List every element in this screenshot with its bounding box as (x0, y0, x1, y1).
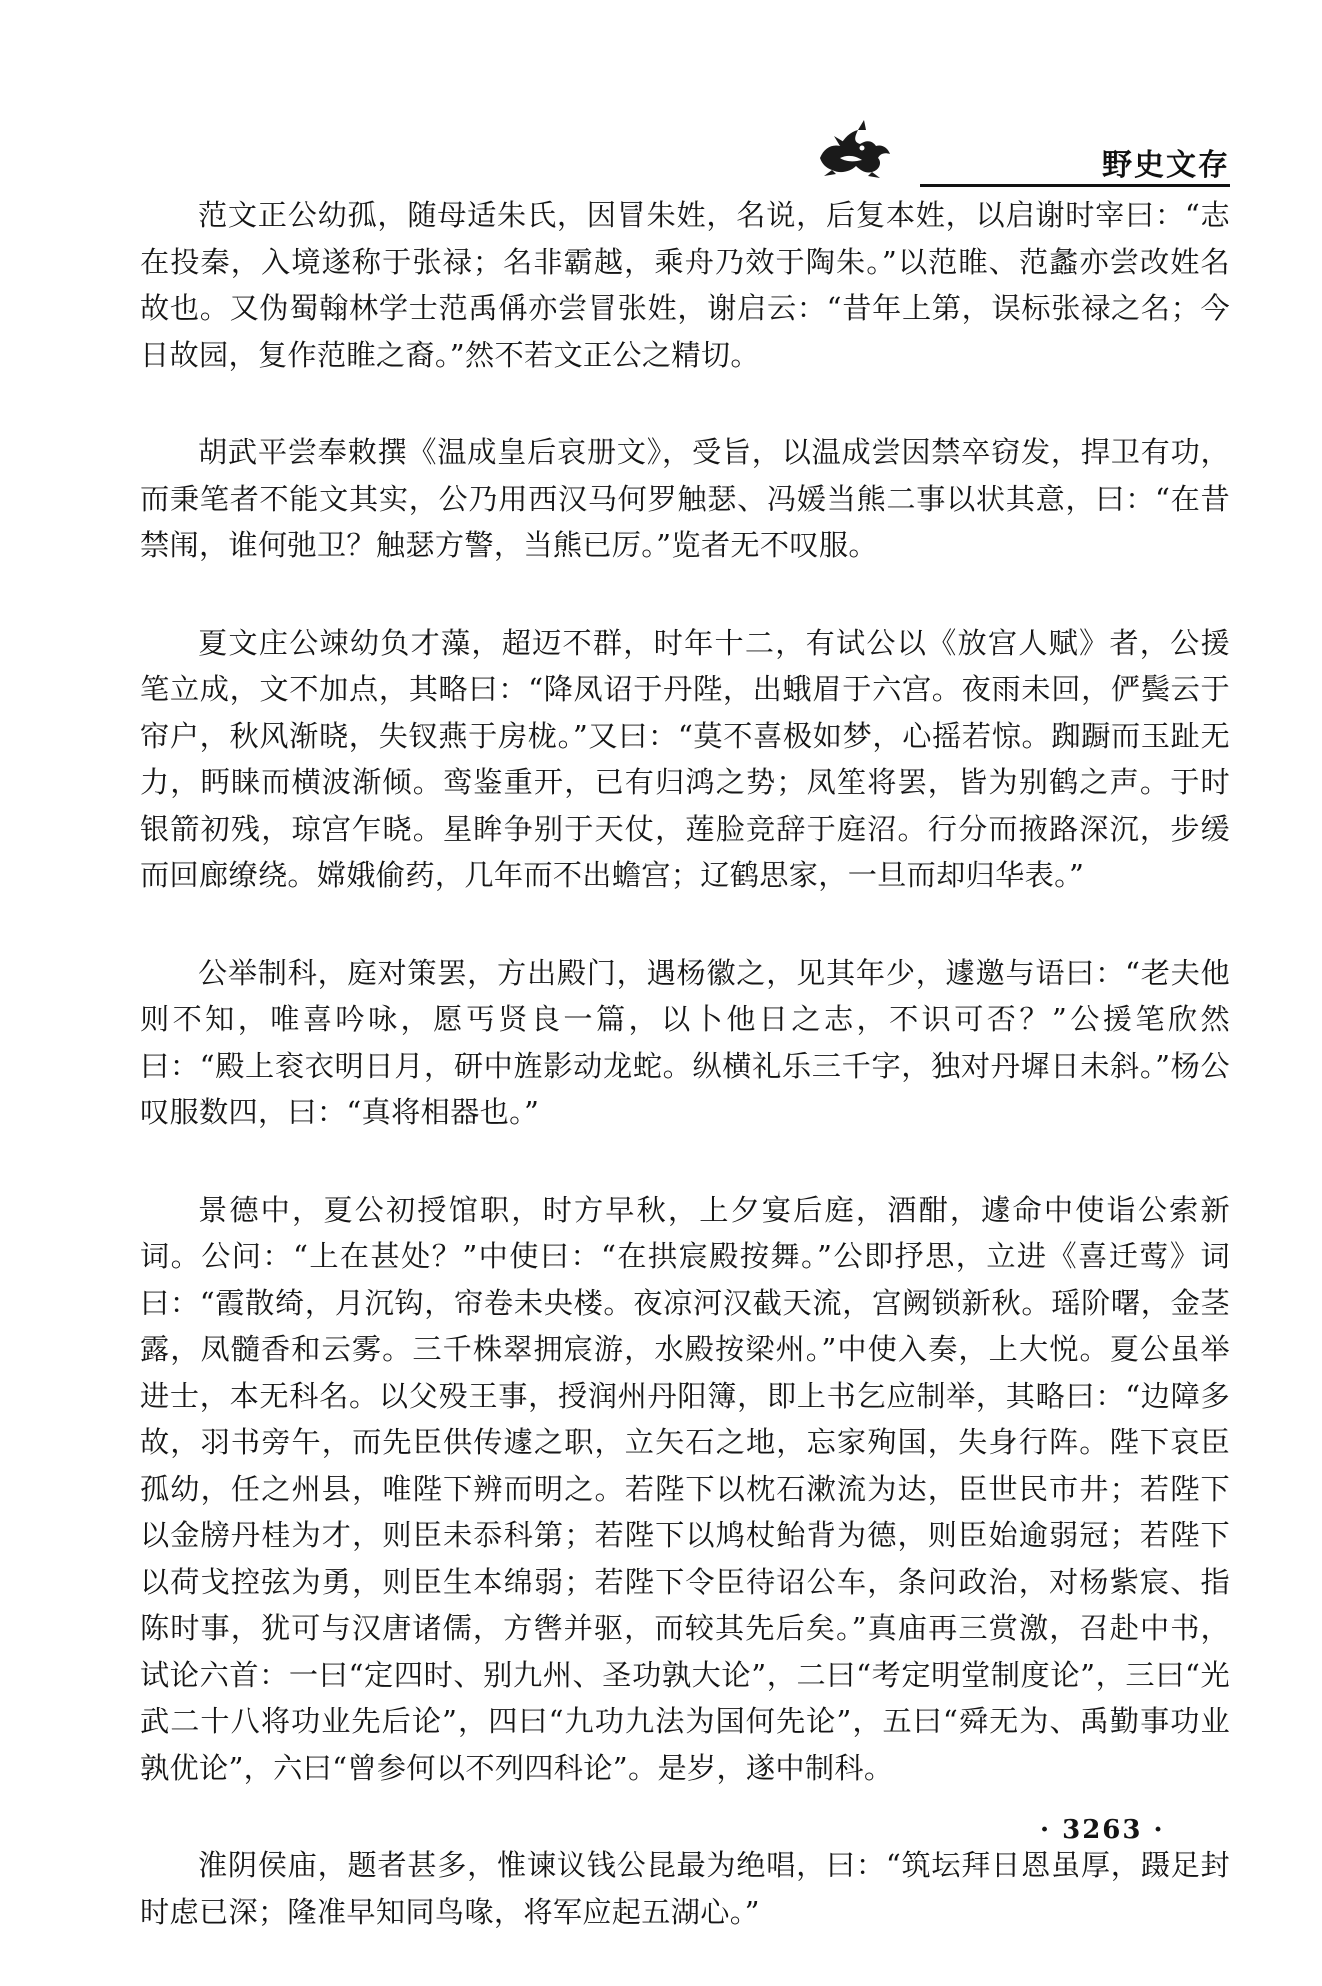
header-rule (920, 184, 1230, 187)
paragraph-jingde: 景德中，夏公初授馆职，时方早秋，上夕宴后庭，酒酣，遽命中使诣公索新词。公问：“上在甚处？”中使曰：“在拱宸殿按舞。”公即抒思，立进《喜迁莺》词曰：“霞散绮，月沉钩，帘卷未央楼。夜凉河汉截天流，宫阙锁新秋。瑶阶曙，金茎露，凤髓香和云雾。三千株翠拥宸游，水殿按梁州。”中使入奏，上大悦。夏公虽举进士，本无科名。以父殁王事，授润州丹阳簿，即上书乞应制举，其略曰：“边障多故，羽书旁午，而先臣供传遽之职，立矢石之地，忘家殉国，失身行阵。陛下哀臣孤幼，任之州县，唯陛下辨而明之。若陛下以枕石漱流为达，臣世民市井；若陛下以金牓丹桂为才，则臣未忝科第；若陛下以鸠杖鲐背为德，则臣始逾弱冠；若陛下以荷戈控弦为勇，则臣生本绵弱；若陛下令臣待诏公车，条问政治，对杨紫宸、指陈时事，犹可与汉唐诸儒，方辔并驱，而较其先后矣。”真庙再三赏激，召赴中书，试论六首：一曰“定四时、别九州、圣功孰大论”，二曰“考定明堂制度论”，三曰“光武二十八将功业先后论”，四曰“九功九法为国何先论”，五曰“舜无为、禹勤事功业孰优论”，六曰“曾参何以不列四科论”。是岁，遂中制科。 (140, 1192, 1230, 1785)
running-header (810, 118, 1230, 188)
paragraph-xia-wenzhuang: 夏文庄公竦幼负才藻，超迈不群，时年十二，有试公以《放宫人赋》者，公援笔立成，文不加点，其略曰：“降凤诏于丹陛，出蛾眉于六宫。夜雨未回，俨鬓云于帘户，秋风渐晓，失钗燕于房栊。”又曰：“莫不喜极如梦，心摇若惊。踟蹰而玉趾无力，眄睐而横波渐倾。鸾鉴重开，已有归鸿之势；凤笙将罢，皆为别鹤之声。于时银箭初残，琼宫乍晓。星眸争别于天仗，莲脸竞辞于庭沼。行分而掖路深沉，步缓而回廊缭绕。嫦娥偷药，几年而不出蟾宫；辽鹤思家，一旦而却归华表。” (140, 625, 1230, 892)
text-body (140, 192, 1230, 1986)
dragon-emblem-icon (810, 118, 900, 184)
paragraph-hu-wuping: 胡武平尝奉敕撰《温成皇后哀册文》，受旨，以温成尝因禁卒窃发，捍卫有功，而秉笔者不能文其实，公乃用西汉马何罗触瑟、冯媛当熊二事以状其意，曰：“在昔禁闱，谁何弛卫？触瑟方警，当熊已厉。”览者无不叹服。 (140, 435, 1230, 562)
paragraph-huaiyin: 淮阴侯庙，题者甚多，惟谏议钱公昆最为绝唱，曰：“筑坛拜日恩虽厚，蹑足封时虑已深；隆准早知同鸟喙，将军应起五湖心。” (140, 1848, 1230, 1929)
paragraph-fan-wenzheng: 范文正公幼孤，随母适朱氏，因冒朱姓，名说，后复本姓，以启谢时宰曰：“志在投秦，入境遂称于张禄；名非霸越，乘舟乃效于陶朱。”以范睢、范蠡亦尝改姓名故也。又伪蜀翰林学士范禹偁亦尝冒张姓，谢启云：“昔年上第，误标张禄之名；今日故园，复作范睢之裔。”然不若文正公之精切。 (140, 198, 1230, 372)
page-number: · 3263 · (1040, 1815, 1165, 1845)
book-title: 野史文存 (1102, 148, 1230, 183)
paragraph-zhike: 公举制科，庭对策罢，方出殿门，遇杨徽之，见其年少，遽邀与语曰：“老夫他则不知，唯喜吟咏，愿丐贤良一篇，以卜他日之志，不识可否？”公援笔欣然曰：“殿上衮衣明日月，研中旌影动龙蛇。纵横礼乐三千字，独对丹墀日未斜。”杨公叹服数四，曰：“真将相器也。” (140, 955, 1230, 1129)
